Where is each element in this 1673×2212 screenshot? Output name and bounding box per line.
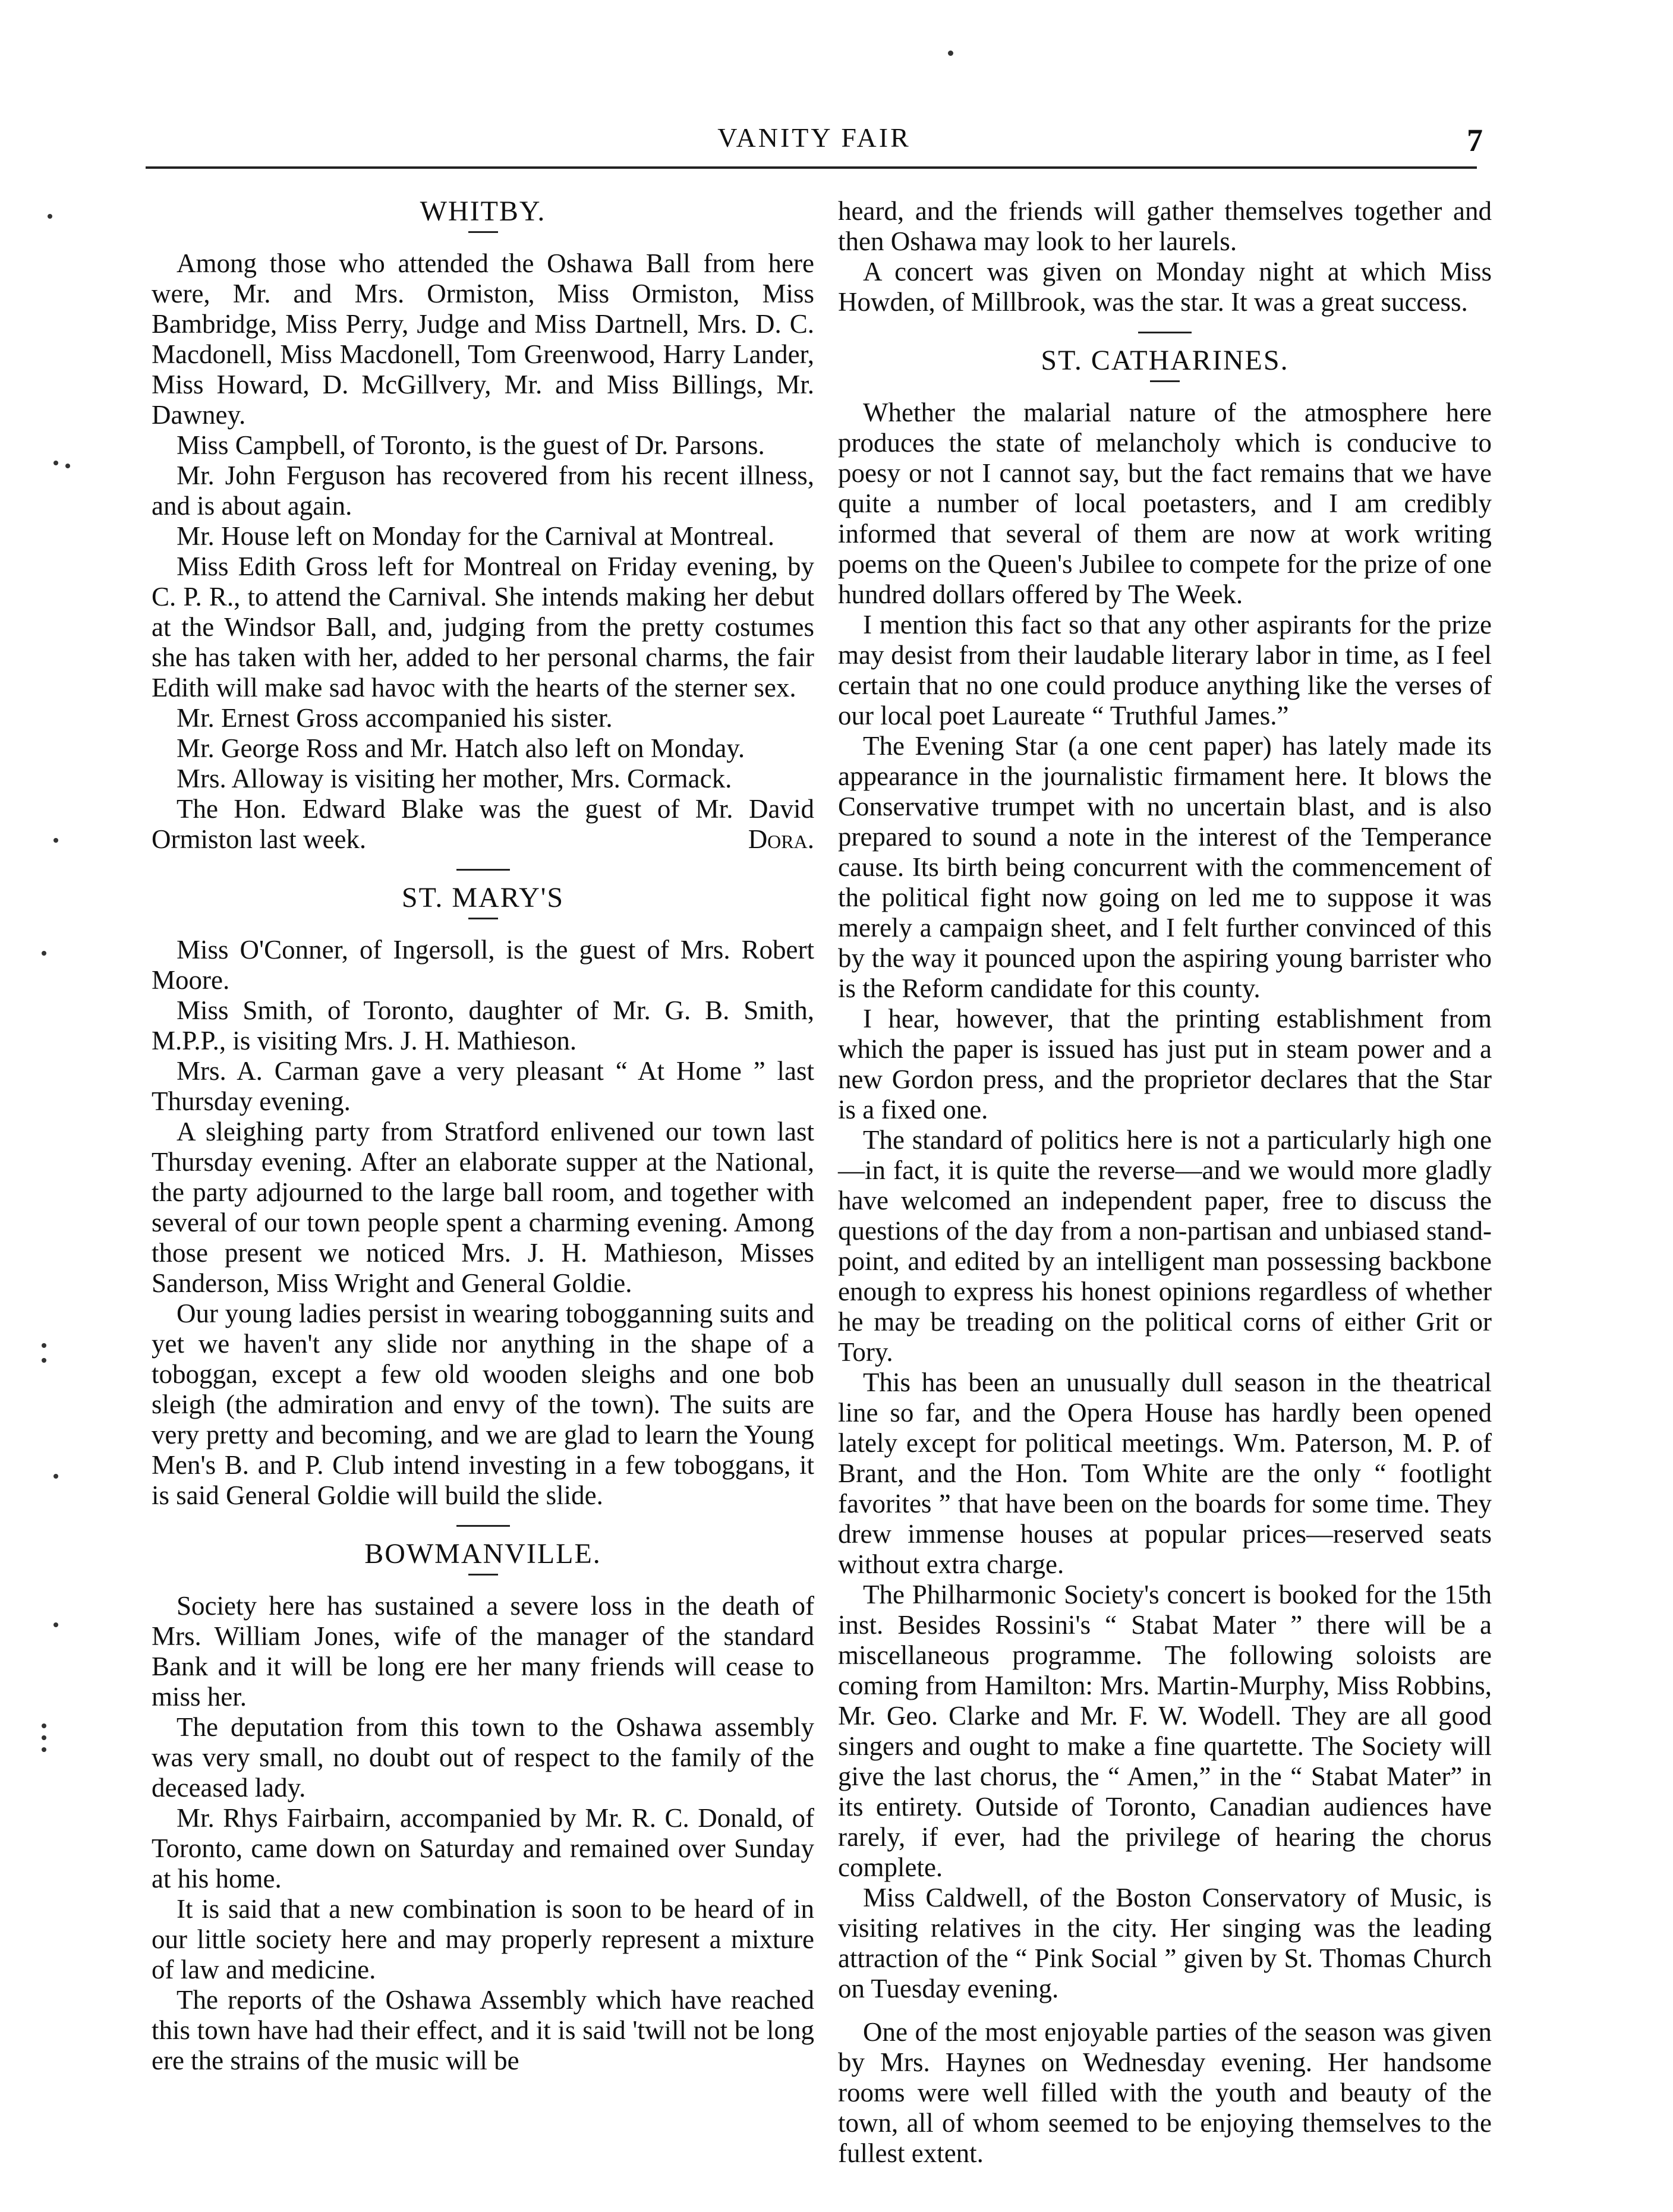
paragraph: This has been an unusually dull season in the theatrical line so far, and the Opera House has hardly been opened lately except for political meetings. Wm. Paterson, M. P. of Brant, and the Hon. Tom White are the only “ footlight favorites ” that have been on the boards for some time. They drew immense houses at popular prices—reserved seats without extra charge. bbox=[838, 1367, 1492, 1579]
paragraph: Our young ladies persist in wearing tobogganning suits and yet we haven't any slide nor anything in the shape of a toboggan, except a few old wooden sleighs and one bob sleigh (the admiration and envy of the town). The suits are very pretty and becoming, and we are glad to learn the Young Men's B. and P. Club intend investing in a few toboggans, it is said General Goldie will build the slide. bbox=[152, 1299, 814, 1510]
paragraph: Miss Edith Gross left for Montreal on Friday evening, by C. P. R., to attend the Carnival. She intends making her debut at the Windsor Ball, and, judging from the pretty costumes she has taken with her, added to her personal charms, the fair Edith will make sad havoc with the hearts of the sterner sex. bbox=[152, 552, 814, 702]
section-divider bbox=[1138, 332, 1192, 333]
page-header bbox=[146, 122, 1483, 163]
paragraph: The reports of the Oshawa Assembly which have reached this town have had their effect, and it is said 'twill not be long ere the strains of the music will be bbox=[152, 1985, 814, 2075]
heading-rule bbox=[468, 918, 498, 919]
paragraph: Mrs. A. Carman gave a very pleasant “ At Home ” last Thursday evening. bbox=[152, 1056, 814, 1116]
heading-rule bbox=[468, 1574, 498, 1576]
paragraph: The Philharmonic Society's concert is booked for the 15th inst. Besides Rossini's “ Stabat Mater ” there will be a miscellaneous programme. The following soloists are coming from Hamilton: Mrs. Martin-Murphy, Miss Robbins, Mr. Geo. Clarke and Mr. F. W. Wodell. They are all good singers and ought to make a fine quartette. The Society will give the last chorus, the “ Amen,” in the “ Stabat Mater” in its entirety. Outside of Toronto, Canadian audiences have rarely, if ever, had the privilege of hearing the chorus complete. bbox=[838, 1580, 1492, 1882]
paragraph: Among those who attended the Oshawa Ball from here were, Mr. and Mrs. Ormiston, Miss Ormiston, Miss Bambridge, Miss Perry, Judge and Miss Dartnell, Mrs. D. C. Macdonell, Miss Macdonell, Tom Greenwood, Harry Lander, Miss Howard, D. McGillvery, Mr. and Miss Billings, Mr. Dawney. bbox=[152, 248, 814, 430]
page-number: 7 bbox=[1467, 122, 1483, 158]
paragraph: Miss O'Conner, of Ingersoll, is the guest of Mrs. Robert Moore. bbox=[152, 935, 814, 995]
publication-title: VANITY FAIR bbox=[717, 122, 911, 153]
paragraph: Mr. George Ross and Mr. Hatch also left on Monday. bbox=[177, 733, 745, 763]
paragraph: A concert was given on Monday night at which Miss Howden, of Millbrook, was the star. It was a great success. bbox=[838, 257, 1492, 317]
continued-paragraph: heard, and the friends will gather themselves together and then Oshawa may look to her laurels. bbox=[838, 196, 1492, 256]
paragraph: I hear, however, that the printing establishment from which the paper is issued has just put in steam power and a new Gordon press, and the proprietor declares that the Star is a fixed one. bbox=[838, 1004, 1492, 1124]
paragraph: Miss Caldwell, of the Boston Conservatory of Music, is visiting relatives in the city. Her singing was the leading attraction of the “ Pink Social ” given by St. Thomas Church on Tuesday evening. bbox=[838, 1883, 1492, 2003]
right-column bbox=[838, 196, 1492, 2169]
paragraph: The standard of politics here is not a particularly high one—in fact, it is quite the reverse—and we would more gladly have welcomed an independent paper, free to discuss the questions of the day from a non-partisan and unbiased stand-point, and edited by an intelligent man possessing backbone enough to express his honest opinions regardless of whether he may be treading on the political corns of either Grit or Tory. bbox=[838, 1125, 1492, 1367]
left-column bbox=[152, 190, 814, 2076]
paragraph-spacer bbox=[838, 2004, 1492, 2017]
paragraph: One of the most enjoyable parties of the season was given by Mrs. Haynes on Wednesday evening. Her handsome rooms were well filled with the youth and beauty of the town, all of whom seemed to be enjoying themselves to the fullest extent. bbox=[838, 2017, 1492, 2168]
paragraph: Mr. Rhys Fairbairn, accompanied by Mr. R. C. Donald, of Toronto, came down on Saturday and remained over Sunday at his home. bbox=[152, 1803, 814, 1893]
paragraph-with-signature bbox=[152, 794, 814, 855]
section-heading-whitby: WHITBY. bbox=[420, 196, 546, 227]
heading-rule bbox=[468, 231, 498, 233]
paragraph: The Evening Star (a one cent paper) has lately made its appearance in the journalistic firmament here. It blows the Conservative trumpet with no uncertain blast, and is also prepared to sound a note in the interest of the Temperance cause. Its birth being concurrent with the commencement of the political fight now going on led me to suppose it was merely a campaign sheet, and I felt further convinced of this by the way it pounced upon the aspiring young barrister who is the Reform candidate for this county. bbox=[838, 731, 1492, 1003]
paragraph: Mr. House left on Monday for the Carnival at Montreal. bbox=[177, 521, 775, 551]
header-rule bbox=[146, 166, 1477, 169]
author-signature: Dora. bbox=[748, 824, 814, 854]
paragraph: A sleighing party from Stratford enlivened our town last Thursday evening. After an elaborate supper at the National, the party adjourned to the large ball room, and together with several of our town people spent a charming evening. Among those present we noticed Mrs. J. H. Mathieson, Misses Sanderson, Miss Wright and General Goldie. bbox=[152, 1117, 814, 1298]
paragraph-text: The Hon. Edward Blake was the guest of Mr. David Ormiston last week. bbox=[152, 794, 814, 854]
margin-specks bbox=[42, 214, 77, 1997]
paragraph: Mrs. Alloway is visiting her mother, Mrs. Cormack. bbox=[177, 764, 732, 793]
paragraph: The deputation from this town to the Oshawa assembly was very small, no doubt out of respect to the family of the deceased lady. bbox=[152, 1712, 814, 1803]
paragraph: It is said that a new combination is soon to be heard of in our little society here and may properly represent a mixture of law and medicine. bbox=[152, 1894, 814, 1984]
paragraph: Whether the malarial nature of the atmosphere here produces the state of melancholy which is conducive to poesy or not I cannot say, but the fact remains that we have quite a number of local poetasters, and I am credibly informed that several of them are now at work writing poems on the Queen's Jubilee to compete for the prize of one hundred dollars offered by The Week. bbox=[838, 398, 1492, 609]
paragraph: Society here has sustained a severe loss in the death of Mrs. William Jones, wife of the manager of the standard Bank and it will be long ere her many friends will cease to miss her. bbox=[152, 1591, 814, 1712]
section-divider bbox=[456, 1525, 510, 1527]
paragraph: Miss Smith, of Toronto, daughter of Mr. G. B. Smith, M.P.P., is visiting Mrs. J. H. Mathieson. bbox=[152, 995, 814, 1055]
paragraph: I mention this fact so that any other aspirants for the prize may desist from their laudable literary labor in time, as I feel certain that no one could produce anything like the verses of our local poet Laureate “ Truthful James.” bbox=[838, 610, 1492, 730]
paragraph: Miss Campbell, of Toronto, is the guest of Dr. Parsons. bbox=[177, 430, 765, 460]
section-heading-st-marys: ST. MARY'S bbox=[401, 882, 565, 913]
paragraph: Mr. Ernest Gross accompanied his sister. bbox=[177, 703, 613, 733]
scan-speck bbox=[948, 51, 953, 56]
section-heading-bowmanville: BOWMANVILLE. bbox=[364, 1538, 601, 1570]
section-heading-st-catharines: ST. CATHARINES. bbox=[1041, 345, 1289, 376]
heading-rule bbox=[1150, 380, 1180, 382]
paragraph: Mr. John Ferguson has recovered from his recent illness, and is about again. bbox=[152, 461, 814, 521]
section-divider bbox=[456, 869, 510, 871]
